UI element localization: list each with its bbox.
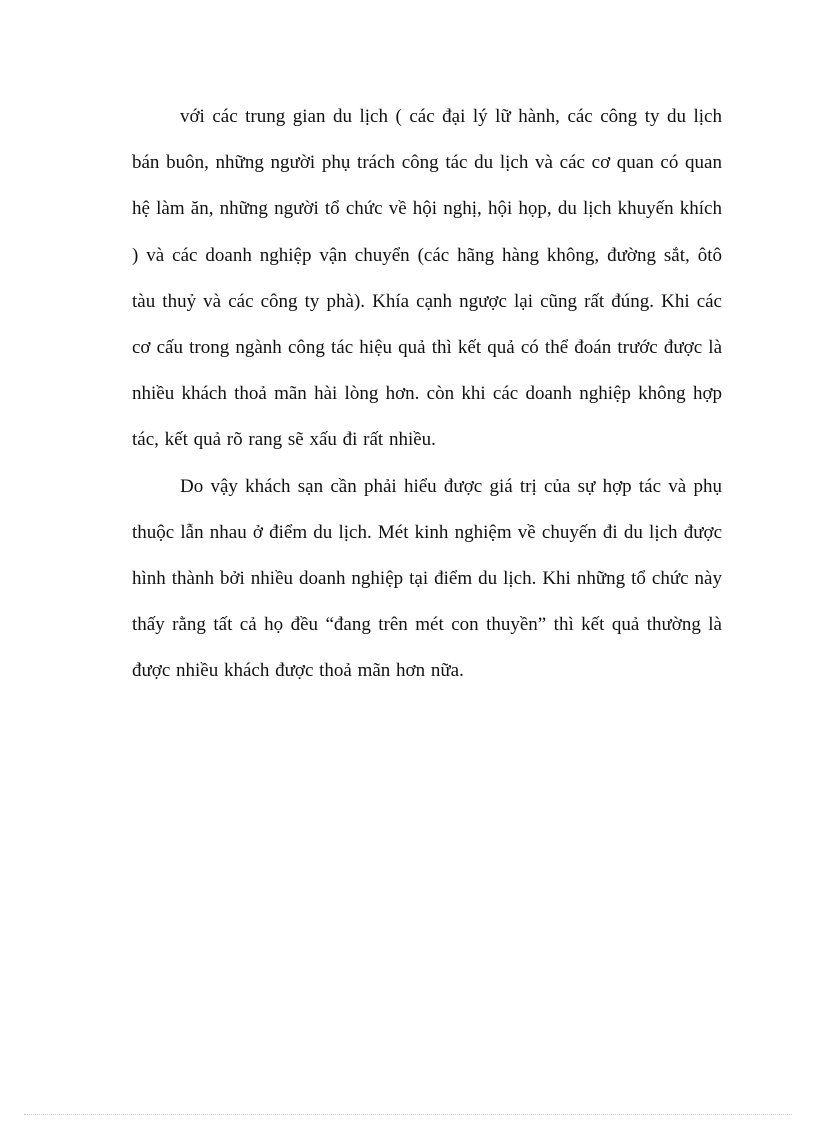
paragraph-1: với các trung gian du lịch ( các đại lý lữ hành, các công ty du lịch bán buôn, những người phụ trách công tác du lịch và các cơ quan có quan hệ làm ăn, những người tổ chức về hội nghị, hội họp, du lịch khuyến khích ) và các doanh nghiệp vận chuyển (các hãng hàng không, đường sắt, ôtô tàu thuỷ và các công ty phà). Khía cạnh ngược lại cũng rất đúng. Khi các cơ cấu trong ngành công tác hiệu quả thì kết quả có thể đoán trước được là nhiều khách thoả mãn hài lòng hơn. còn khi các doanh nghiệp không hợp tác, kết quả rõ rang sẽ xấu đi rất nhiều.	[132, 106, 722, 451]
paragraph-2: Do vậy khách sạn cần phải hiểu được giá trị của sự hợp tác và phụ thuộc lẫn nhau ở điểm du lịch. Mét kinh nghiệm về chuyến đi du lịch được hình thành bởi nhiều doanh nghiệp tại điểm du lịch. Khi những tổ chức này thấy rằng tất cả họ đều “đang trên mét con thuyền” thì kết quả thường là được nhiều khách được thoả mãn hơn nữa.	[132, 475, 722, 682]
body-text	[132, 94, 722, 695]
page-bottom-dotted-rule	[24, 1114, 792, 1115]
